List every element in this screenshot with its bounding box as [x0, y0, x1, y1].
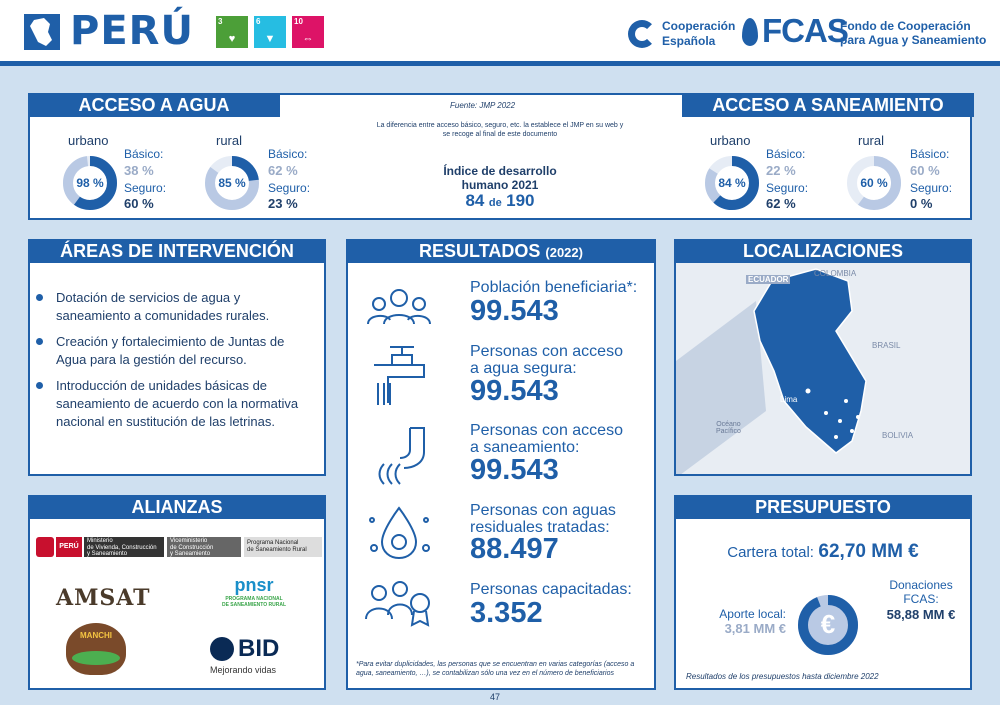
- peru-map-icon: [24, 14, 60, 50]
- water-rural-total: 85 %: [218, 176, 246, 190]
- sanitation-urban-basic: 22 %: [766, 163, 796, 178]
- bullet-icon: [36, 294, 43, 301]
- water-rural-basic: 62 %: [268, 163, 298, 178]
- budget-fcas: Donaciones FCAS: 58,88 MM €: [886, 578, 956, 622]
- label-lima: Lima: [780, 395, 798, 404]
- result-value: 3.352: [470, 597, 543, 629]
- sanitation-rural-safe: 0 %: [910, 196, 933, 211]
- hdi-value: 84 de 190: [465, 191, 535, 210]
- water-urban-total: 98 %: [76, 176, 104, 190]
- amsat-logo: AMSAT: [56, 585, 151, 611]
- locations-title: LOCALIZACIONES: [674, 239, 972, 263]
- water-access-title: ACCESO A AGUA: [28, 93, 280, 117]
- source-note: Fuente: JMP 2022: [450, 101, 516, 110]
- sanitation-urban-safe: 62 %: [766, 196, 796, 211]
- water-rural-safe: 23 %: [268, 196, 298, 211]
- sdg-6-icon: 6 ▼: [254, 16, 286, 48]
- water-urban-label: urbano: [68, 133, 109, 148]
- country-title: PERÚ: [70, 8, 194, 54]
- euro-icon: €: [820, 609, 836, 639]
- alliances-title: ALIANZAS: [28, 495, 326, 519]
- results-title: RESULTADOS (2022): [346, 239, 656, 263]
- results-footnote: *Para evitar duplicidades, las personas que se encuentran en varias categorías (acceso a agua, saneamiento, …), se contabilizan sólo una vez en el número de beneficiarios: [356, 661, 635, 678]
- areas-item: Creación y fortalecimiento de Juntas de Agua para la gestión del recurso.: [36, 333, 306, 369]
- budget-note: Resultados de los presupuestos hasta diciembre 2022: [686, 672, 879, 681]
- result-value: 88.497: [470, 533, 559, 565]
- peru-shield-icon: [36, 537, 54, 557]
- label-brasil: BRASIL: [872, 341, 901, 350]
- cooperacion-espanola-logo: Cooperación Española: [628, 18, 728, 50]
- budget-total: Cartera total: 62,70 MM €: [727, 541, 919, 562]
- sanitation-access-title: ACCESO A SANEAMIENTO: [682, 93, 974, 117]
- label-ocean: Océano Pacífico: [716, 421, 741, 435]
- locations-panel: [674, 239, 972, 476]
- water-urban-safe: 60 %: [124, 196, 154, 211]
- sdg-3-icon: 3 ♥: [216, 16, 248, 48]
- fcas-logo: FCAS: [762, 12, 848, 49]
- sanitation-urban-label: urbano: [710, 133, 751, 148]
- hdi-label: Índice de desarrollo humano 2021: [443, 164, 557, 192]
- jmp-note: La diferencia entre acceso básico, seguro, etc. la establece el JMP en su web y se recoge al final de este documento: [376, 122, 624, 139]
- result-value: 99.543: [470, 454, 559, 486]
- bullet-icon: [36, 338, 43, 345]
- fcas-drop-icon: [742, 18, 758, 46]
- ministry-logo: PERÚ Ministerio de Vivienda, Construcción y Saneamiento Viceministerio de Construcción y Saneamiento Programa Nacional de Saneamiento Rural: [36, 535, 322, 559]
- access-panel: ACCESO A AGUA ACCESO A SANEAMIENTO Fuente: JMP 2022 La diferencia entre acceso básico, seguro, etc. la establece el JMP en su web y se recoge al final de este documento Índice de desarrollo humano 2021 84 de 190 urbano 98 % Básico: 38 % Seguro: 60 % rural 85 % Básico: 62 % Seguro: 23 % urbano 84 % Básico: 22 % Seguro: 62 % rural 60 % Básico: 60 % Seguro: 0 %: [28, 93, 972, 220]
- pnsr-logo: pnsr PROGRAMA NACIONAL DE SANEAMIENTO RURAL: [221, 575, 287, 608]
- result-label: Personas capacitadas:: [470, 581, 632, 598]
- result-value: 99.543: [470, 375, 559, 407]
- fcas-subtitle: Fondo de Cooperación para Agua y Saneamiento: [840, 19, 987, 48]
- bid-globe-icon: [210, 637, 234, 661]
- page-number: 47: [490, 692, 501, 702]
- budget-panel: [674, 495, 972, 690]
- budget-title: PRESUPUESTO: [674, 495, 972, 519]
- areas-title: ÁREAS DE INTERVENCIÓN: [28, 239, 326, 263]
- result-label: Personas con aguas residuales tratadas:: [470, 502, 616, 536]
- budget-local: Aporte local: 3,81 MM €: [719, 607, 786, 636]
- people-icon: [364, 282, 434, 346]
- training-icon: [364, 575, 434, 639]
- alliances-panel: ALIANZAS PERÚ Ministerio de Vivienda, Construcción y Saneamiento Viceministerio de Construcción y Saneamiento Programa Nacional de Saneamiento Rural AMSAT pnsr PROGRAMA NACIONAL DE SANEAMIENTO RURAL MANCHI BID Mejorando vidas: [28, 495, 326, 690]
- result-label: Personas con acceso a saneamiento:: [470, 422, 623, 456]
- sanitation-rural-total: 60 %: [860, 176, 888, 190]
- bullet-icon: [36, 382, 43, 389]
- water-drop-icon: [364, 500, 434, 564]
- result-value: 99.543: [470, 295, 559, 327]
- coop-circle-icon: [628, 20, 656, 48]
- areas-panel: [28, 239, 326, 476]
- label-ecuador: ECUADOR: [748, 275, 789, 284]
- manchay-logo: MANCHI: [66, 623, 126, 675]
- result-label: Población beneficiaria*:: [470, 279, 638, 296]
- water-rural-label: rural: [216, 133, 243, 148]
- sanitation-rural-label: rural: [858, 133, 885, 148]
- sanitation-urban-total: 84 %: [718, 176, 746, 190]
- water-urban-basic: 38 %: [124, 163, 154, 178]
- sdg-10-icon: 10 ⇔: [292, 16, 324, 48]
- pipe-icon: [364, 424, 434, 488]
- label-bolivia: BOLIVIA: [882, 431, 914, 440]
- sanitation-rural-basic: 60 %: [910, 163, 940, 178]
- areas-item: Dotación de servicios de agua y saneamiento a comunidades rurales.: [36, 289, 306, 325]
- tap-icon: [364, 338, 434, 412]
- label-colombia: COLOMBIA: [814, 269, 857, 278]
- areas-item: Introducción de unidades básicas de saneamiento de acuerdo con la normativa nacional en sustitución de las letrinas.: [36, 377, 306, 432]
- result-label: Personas con acceso a agua segura:: [470, 343, 623, 377]
- page-header: [0, 0, 1000, 66]
